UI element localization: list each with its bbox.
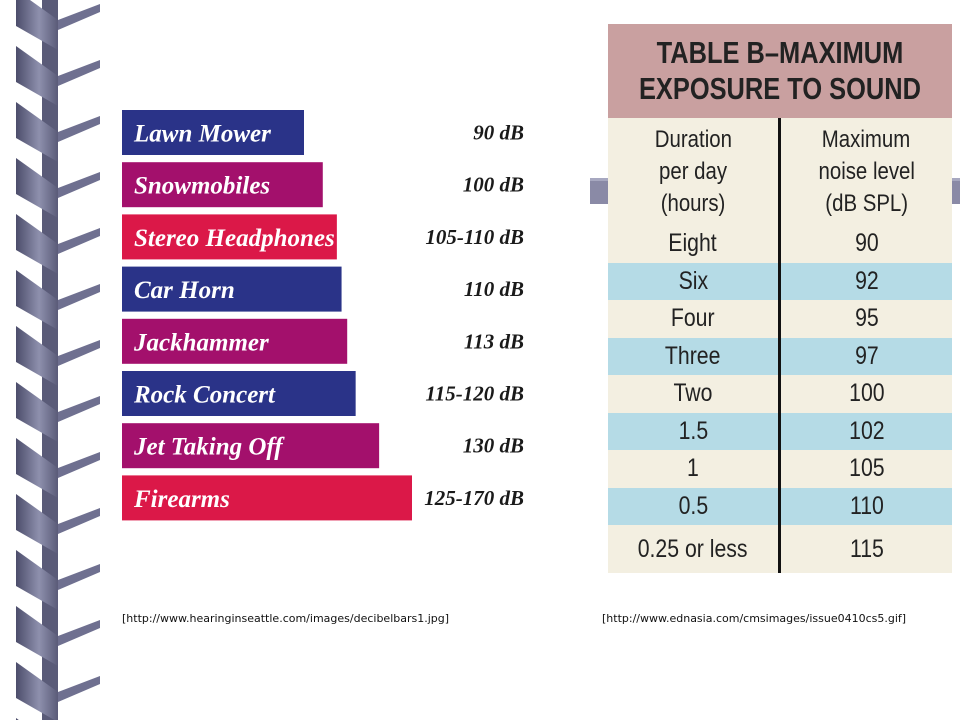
bar-category-label: Snowmobiles xyxy=(134,172,271,200)
ribbon-tab-fold xyxy=(58,4,100,30)
noise-header-line: Maximum xyxy=(822,125,911,153)
duration-header-line: per day xyxy=(658,157,727,185)
ribbon-tab-fold xyxy=(58,676,100,702)
table-row xyxy=(608,225,952,263)
table-title xyxy=(608,24,952,118)
right-image-source: [http://www.ednasia.com/cmsimages/issue0410cs5.gif] xyxy=(602,612,907,625)
duration-cell: Eight xyxy=(608,225,779,263)
table-row xyxy=(608,488,952,526)
duration-cell: 1 xyxy=(608,450,779,488)
noise-level-cell: 110 xyxy=(779,488,952,526)
duration-header-line: (hours) xyxy=(660,189,726,217)
bar-value-label: 110 dB xyxy=(463,277,524,302)
ribbon-tab-fold xyxy=(58,508,100,534)
table-row xyxy=(608,338,952,376)
ribbon-tab-fold xyxy=(58,340,100,366)
noise-header-line: (dB SPL) xyxy=(825,189,908,217)
ribbon-tab-fold xyxy=(58,60,100,86)
ribbon-tab-fold xyxy=(58,564,100,590)
bar-value-label: 100 dB xyxy=(462,172,524,197)
bar-value-label: 90 dB xyxy=(473,120,524,145)
decorative-ribbon-border xyxy=(0,0,120,720)
noise-level-cell: 97 xyxy=(779,338,952,376)
bar-category-label: Firearms xyxy=(134,485,230,513)
max-exposure-table xyxy=(608,24,952,573)
table-title-line-2: EXPOSURE TO SOUND xyxy=(638,71,921,106)
ribbon-tab-fold xyxy=(58,172,100,198)
decibel-bar-chart xyxy=(110,100,540,530)
ribbon-tab-fold xyxy=(58,284,100,310)
bar-value-label: 130 dB xyxy=(462,433,524,458)
noise-level-cell: 92 xyxy=(779,263,952,301)
noise-level-cell: 115 xyxy=(779,525,952,573)
table-row xyxy=(608,300,952,338)
left-image-source: [http://www.hearinginseattle.com/images/decibelbars1.jpg] xyxy=(122,612,450,625)
duration-header-line: Duration xyxy=(654,125,732,153)
duration-column-header xyxy=(608,118,779,225)
noise-level-cell: 105 xyxy=(779,450,952,488)
duration-cell: 0.5 xyxy=(608,488,779,526)
noise-level-cell: 102 xyxy=(779,413,952,451)
bar-category-label: Rock Concert xyxy=(134,381,275,409)
noise-header-line: noise level xyxy=(818,157,915,185)
bar-category-label: Lawn Mower xyxy=(134,120,271,148)
bar-value-label: 113 dB xyxy=(463,329,524,354)
bar-value-label: 115-120 dB xyxy=(425,381,524,406)
duration-cell: Six xyxy=(608,263,779,301)
ribbon-tab-fold xyxy=(58,116,100,142)
noise-level-cell: 90 xyxy=(779,225,952,263)
bar-category-label: Jet Taking Off xyxy=(134,433,283,461)
ribbon-tab-fold xyxy=(58,396,100,422)
noise-level-cell: 95 xyxy=(779,300,952,338)
noise-level-cell: 100 xyxy=(779,375,952,413)
ribbon-tab-fold xyxy=(58,452,100,478)
duration-cell: Two xyxy=(608,375,779,413)
bar-value-label: 105-110 dB xyxy=(425,224,524,249)
duration-cell: 1.5 xyxy=(608,413,779,451)
duration-cell: 0.25 or less xyxy=(608,525,779,573)
table-title-line-1: TABLE B–MAXIMUM xyxy=(656,35,904,70)
bar-category-label: Car Horn xyxy=(134,277,235,305)
table-row xyxy=(608,375,952,413)
bar-category-label: Jackhammer xyxy=(134,329,269,357)
bar-value-label: 125-170 dB xyxy=(424,485,524,510)
noise-level-column-header xyxy=(779,118,952,225)
table-row xyxy=(608,413,952,451)
table-row xyxy=(608,450,952,488)
ribbon-tab-fold xyxy=(58,620,100,646)
ribbon-tab-fold xyxy=(58,228,100,254)
table-row xyxy=(608,525,952,573)
table-row xyxy=(608,263,952,301)
duration-cell: Three xyxy=(608,338,779,376)
bar-category-label: Stereo Headphones xyxy=(134,224,335,252)
duration-cell: Four xyxy=(608,300,779,338)
